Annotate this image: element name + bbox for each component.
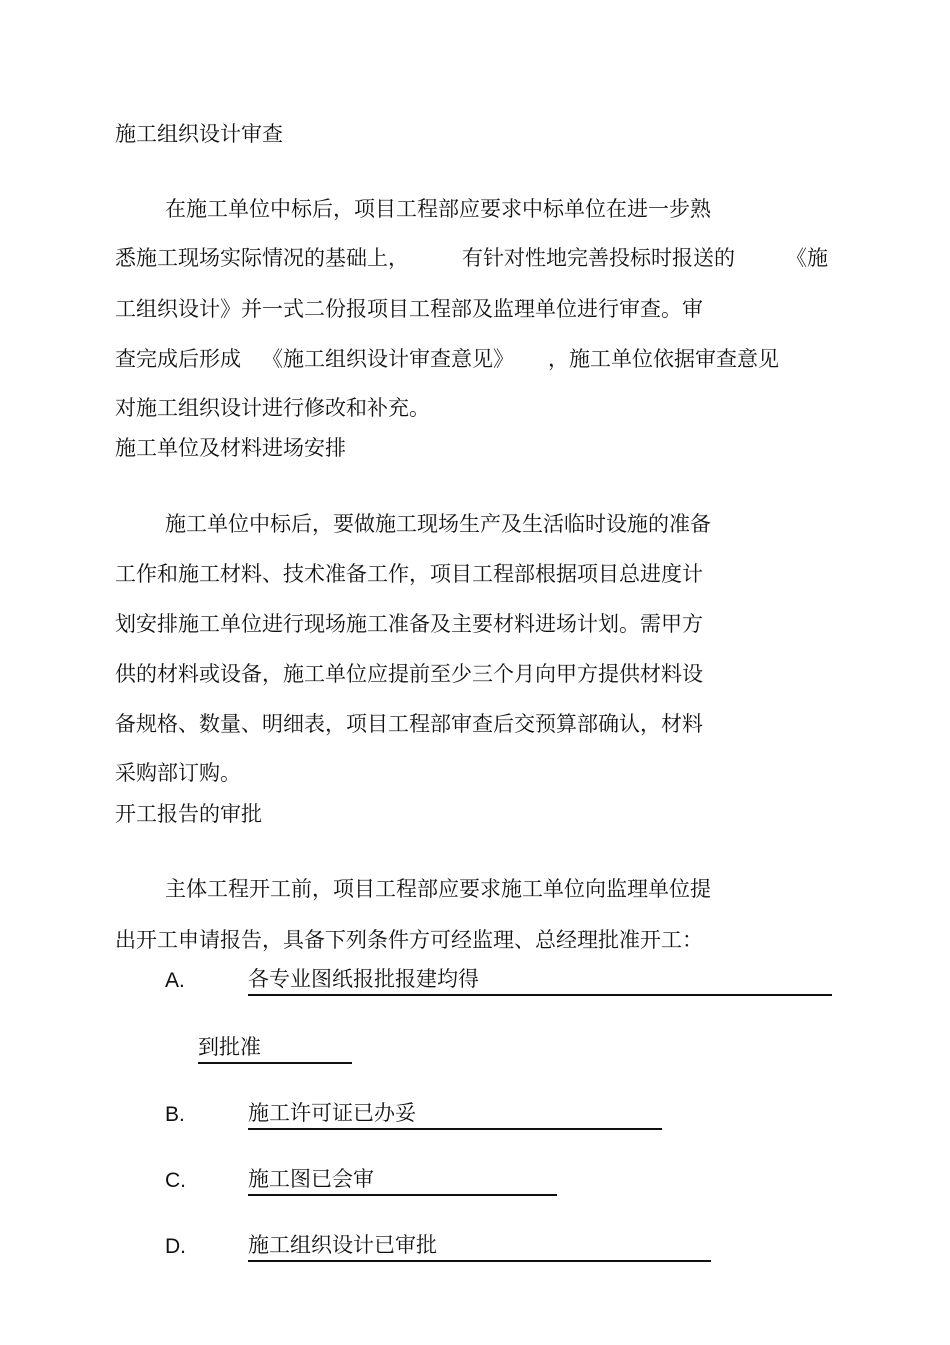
paragraph-line: 出开工申请报告，具备下列条件方可经监理、总经理批准开工：	[115, 928, 703, 952]
paragraph-line: 划安排施工单位进行现场施工准备及主要材料进场计划。需甲方	[115, 612, 703, 636]
list-item-text: 施工许可证已办妥	[248, 1099, 662, 1130]
paragraph-line: 《施工组织设计审查意见》	[262, 347, 514, 371]
paragraph-line: 对施工组织设计进行修改和补充。	[115, 396, 430, 420]
list-marker: D.	[165, 1235, 186, 1258]
section-heading: 开工报告的审批	[115, 802, 262, 826]
paragraph-line: 工作和施工材料、技术准备工作，项目工程部根据项目总进度计	[115, 562, 703, 586]
paragraph-line: 工组织设计》并一式二份报项目工程部及监理单位进行审查。审	[115, 297, 703, 321]
list-marker: B.	[165, 1103, 185, 1126]
list-item-continuation: 到批准	[198, 1033, 352, 1064]
list-item-text: 各专业图纸报批报建均得	[248, 965, 832, 996]
paragraph-line: 有针对性地完善投标时报送的	[462, 246, 735, 270]
paragraph-line: 备规格、数量、明细表，项目工程部审查后交预算部确认，材料	[115, 712, 703, 736]
paragraph-line: 采购部订购。	[115, 761, 241, 785]
paragraph-line: 主体工程开工前，项目工程部应要求施工单位向监理单位提	[165, 877, 711, 901]
paragraph-line: 查完成后形成	[115, 347, 241, 371]
list-marker: C.	[165, 1169, 186, 1192]
list-item-text: 施工组织设计已审批	[248, 1231, 711, 1262]
paragraph-line: 施工单位中标后，要做施工现场生产及生活临时设施的准备	[165, 512, 711, 536]
list-item-text: 施工图已会审	[248, 1165, 557, 1196]
paragraph-line: 在施工单位中标后，项目工程部应要求中标单位在进一步熟	[165, 197, 711, 221]
section-heading: 施工组织设计审查	[115, 122, 283, 146]
list-marker: A.	[165, 969, 185, 992]
paragraph-line: 供的材料或设备，施工单位应提前至少三个月向甲方提供材料设	[115, 662, 703, 686]
paragraph-line: 《施	[786, 246, 828, 270]
paragraph-line: 悉施工现场实际情况的基础上，	[115, 246, 409, 270]
section-heading: 施工单位及材料进场安排	[115, 436, 346, 460]
paragraph-line: ，施工单位依据审查意见	[548, 347, 779, 371]
